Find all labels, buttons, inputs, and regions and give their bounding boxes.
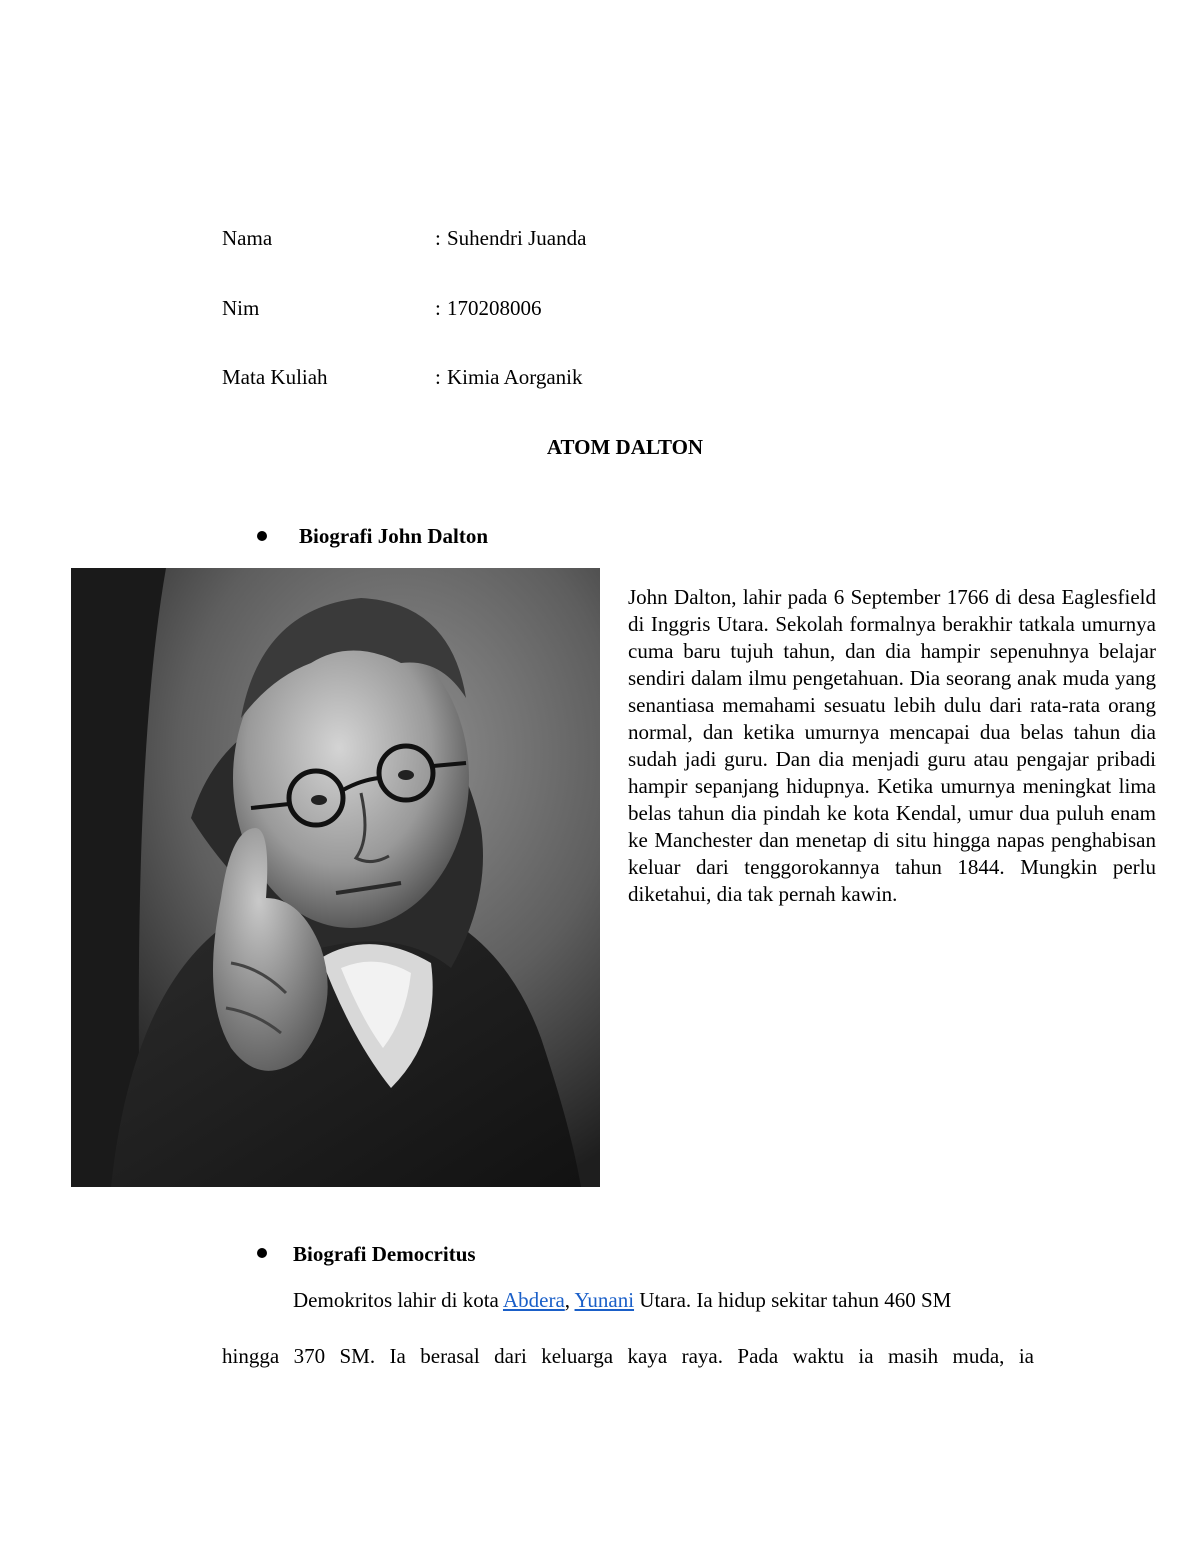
bullet-icon xyxy=(257,1248,267,1258)
info-value: Kimia Aorganik xyxy=(447,365,583,389)
text-fragment: Demokritos lahir di kota xyxy=(293,1288,503,1312)
democritus-paragraph-line1 xyxy=(293,1287,1063,1314)
link-yunani[interactable]: Yunani xyxy=(574,1288,635,1312)
text-fragment: , xyxy=(564,1288,575,1312)
section-heading-dalton: Biografi John Dalton xyxy=(299,524,489,548)
info-value: 170208006 xyxy=(447,296,542,320)
info-label: Nama xyxy=(222,226,273,250)
portrait-image xyxy=(71,568,600,1187)
info-separator: : xyxy=(435,296,441,320)
info-label: Mata Kuliah xyxy=(222,365,328,389)
democritus-paragraph-line2: hingga 370 SM. Ia berasal dari keluarga kaya raya. Pada waktu ia masih muda, ia xyxy=(222,1344,1034,1368)
info-label: Nim xyxy=(222,296,260,320)
link-abdera[interactable]: Abdera xyxy=(502,1288,565,1312)
dalton-biography-text: John Dalton, lahir pada 6 September 1766 di desa Eaglesfield di Inggris Utara. Sekolah formalnya berakhir tatkala umurnya cuma baru tujuh tahun, dan dia hampir sepenuhnya belajar sendiri dalam ilmu pengetahuan. Dia seorang anak muda yang senantiasa memahami sesuatu lebih dulu dari rata-rata orang normal, dan ketika umurnya mencapai dua belas tahun dia sudah jadi guru. Dan dia menjadi guru atau pengajar pribadi hampir sepanjang hidupnya. Ketika umurnya meningkat lima belas tahun dia pindah ke kota Kendal, umur dua puluh enam ke Manchester dan menetap di situ hingga napas penghabisan keluar dari tenggorokannya tahun 1844. Mungkin perlu diketahui, dia tak pernah kawin. xyxy=(628,585,1156,906)
text-fragment: Utara. Ia hidup sekitar tahun 460 SM xyxy=(634,1288,952,1312)
info-separator: : xyxy=(435,226,441,250)
page-title: ATOM DALTON xyxy=(546,435,704,459)
info-value: Suhendri Juanda xyxy=(447,226,587,250)
info-separator: : xyxy=(435,365,441,389)
section-heading-democritus: Biografi Democritus xyxy=(293,1242,476,1266)
bullet-icon xyxy=(257,531,267,541)
